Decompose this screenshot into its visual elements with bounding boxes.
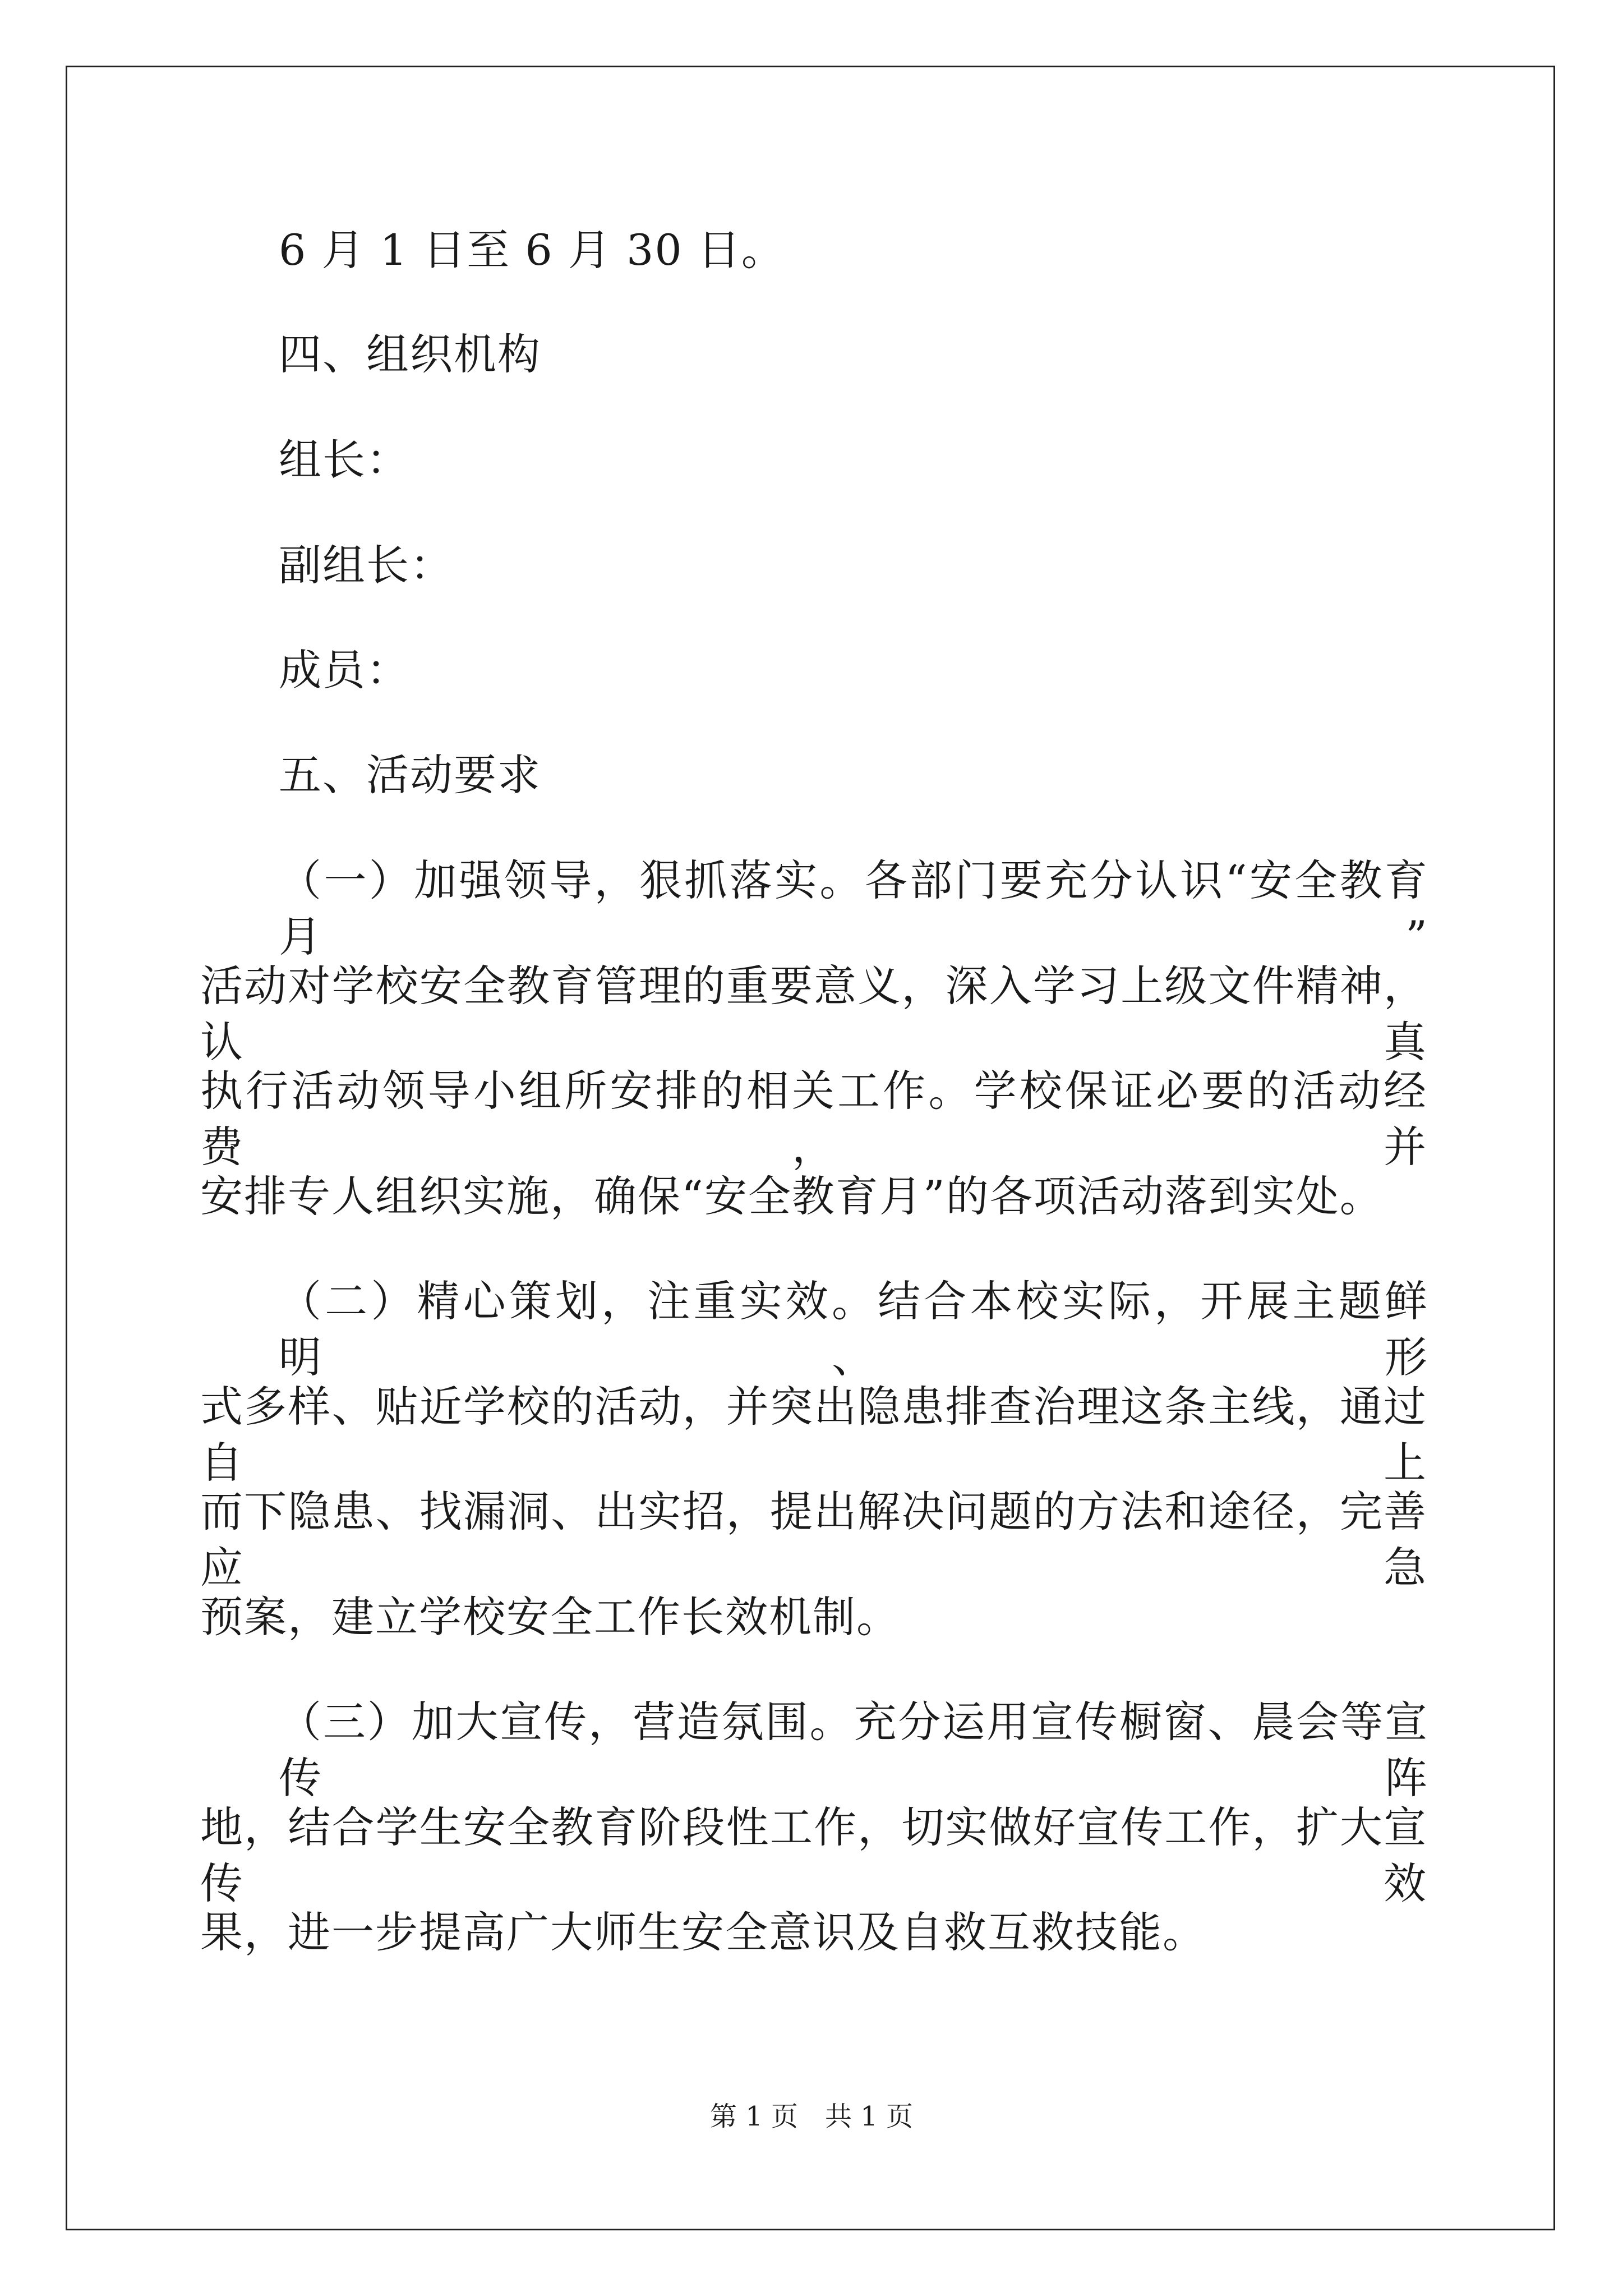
paragraph-2-line-4: 预案，建立学校安全工作长效机制。 xyxy=(200,1592,900,1642)
paragraph-1-line-2: 活动对学校安全教育管理的重要意义，深入学习上级文件精神，认真 xyxy=(200,961,1427,1067)
paragraph-2-line-1: （二）精心策划，注重实效。结合本校实际，开展主题鲜明、形 xyxy=(279,1276,1428,1382)
page-footer: 第 1 页 共 1 页 xyxy=(709,2101,914,2132)
leader-label: 组长： xyxy=(279,435,410,485)
paragraph-2-line-3: 而下隐患、找漏洞、出实招，提出解决问题的方法和途径，完善应急 xyxy=(200,1487,1427,1593)
deputy-leader-label: 副组长： xyxy=(279,540,454,590)
members-label: 成员： xyxy=(279,645,410,695)
paragraph-3-line-1: （三）加大宣传，营造氛围。充分运用宣传橱窗、晨会等宣传阵 xyxy=(279,1697,1428,1803)
paragraph-1-line-3: 执行活动领导小组所安排的相关工作。学校保证必要的活动经费，并 xyxy=(200,1066,1427,1172)
paragraph-3-line-3: 果，进一步提高广大师生安全意识及自救互救技能。 xyxy=(200,1907,1206,1957)
paragraph-1-line-1: （一）加强领导，狠抓落实。各部门要充分认识“安全教育月” xyxy=(279,855,1428,961)
paragraph-1-line-4: 安排专人组织实施，确保“安全教育月”的各项活动落到实处。 xyxy=(200,1171,1384,1221)
paragraph-2-line-2: 式多样、贴近学校的活动，并突出隐患排查治理这条主线，通过自上 xyxy=(200,1382,1427,1488)
section-heading-requirements: 五、活动要求 xyxy=(279,750,541,800)
paragraph-3-line-2: 地，结合学生安全教育阶段性工作，切实做好宣传工作，扩大宣传效 xyxy=(200,1802,1427,1908)
date-range-line: 6 月 1 日至 6 月 30 日。 xyxy=(279,225,785,275)
section-heading-organization: 四、组织机构 xyxy=(279,329,541,379)
